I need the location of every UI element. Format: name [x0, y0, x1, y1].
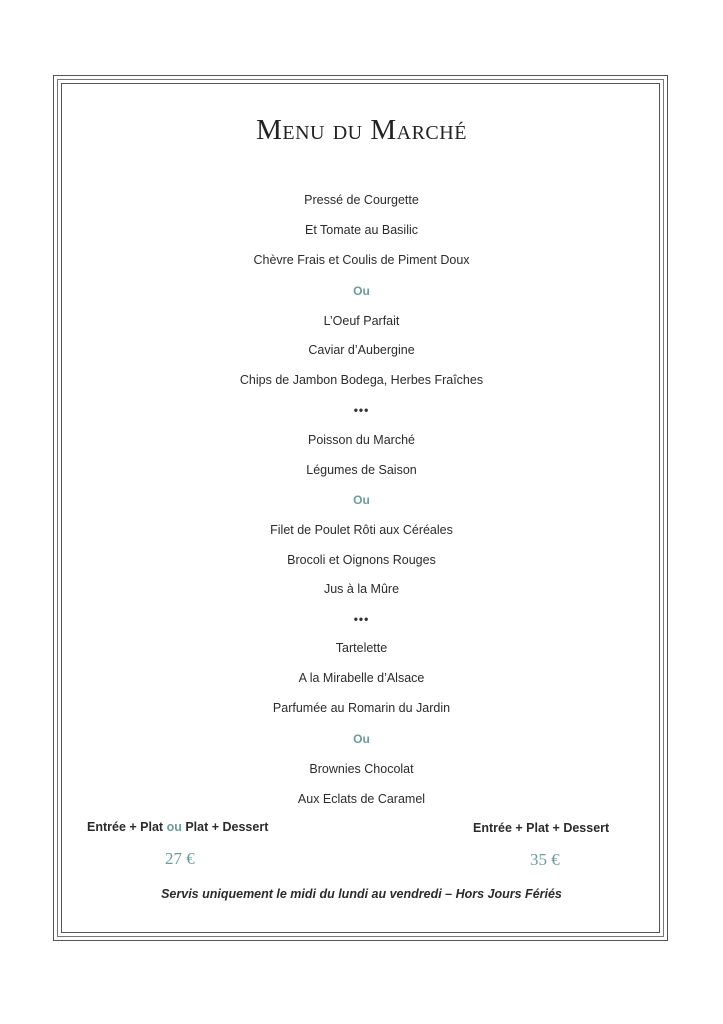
plat-or: Ou	[353, 493, 370, 507]
formula-left-or: ou	[166, 820, 182, 834]
formula-right-price: 35 €	[530, 850, 560, 869]
formula-left-part2: Plat + Dessert	[185, 820, 269, 834]
entree-2-line-2: Caviar d’Aubergine	[308, 343, 415, 357]
entree-or: Ou	[353, 284, 370, 298]
dessert-1-line-3: Parfumée au Romarin du Jardin	[272, 701, 451, 715]
plat-2-line-1: Filet de Poulet Rôti aux Céréales	[270, 523, 453, 537]
dessert-or: Ou	[353, 732, 370, 746]
formula-left-part1: Entrée + Plat	[87, 820, 164, 834]
plat-2-line-3: Jus à la Mûre	[323, 582, 400, 596]
dessert-1-line-1: Tartelette	[335, 641, 388, 655]
formula-left-price: 27 €	[165, 849, 195, 868]
menu-title: Menu du Marché	[256, 114, 467, 146]
formula-right-label: Entrée + Plat + Dessert	[473, 821, 610, 835]
formula-left-label	[87, 820, 268, 834]
dessert-2-line-1: Brownies Chocolat	[309, 762, 414, 776]
course-separator: •••	[353, 612, 370, 626]
entree-1-line-2: Et Tomate au Basilic	[304, 223, 419, 237]
dessert-2-line-2: Aux Eclats de Caramel	[297, 792, 426, 806]
dessert-1-line-2: A la Mirabelle d’Alsace	[298, 671, 425, 685]
entree-1-line-1: Pressé de Courgette	[304, 193, 419, 207]
course-separator: •••	[353, 403, 370, 417]
plat-1-line-1: Poisson du Marché	[307, 433, 415, 447]
entree-1-line-3: Chèvre Frais et Coulis de Piment Doux	[253, 253, 470, 267]
plat-1-line-2: Légumes de Saison	[306, 463, 417, 477]
service-note: Servis uniquement le midi du lundi au vendredi – Hors Jours Fériés	[161, 887, 562, 901]
entree-2-line-3: Chips de Jambon Bodega, Herbes Fraîches	[239, 373, 484, 387]
entree-2-line-1: L’Oeuf Parfait	[323, 314, 400, 328]
plat-2-line-2: Brocoli et Oignons Rouges	[287, 553, 436, 567]
